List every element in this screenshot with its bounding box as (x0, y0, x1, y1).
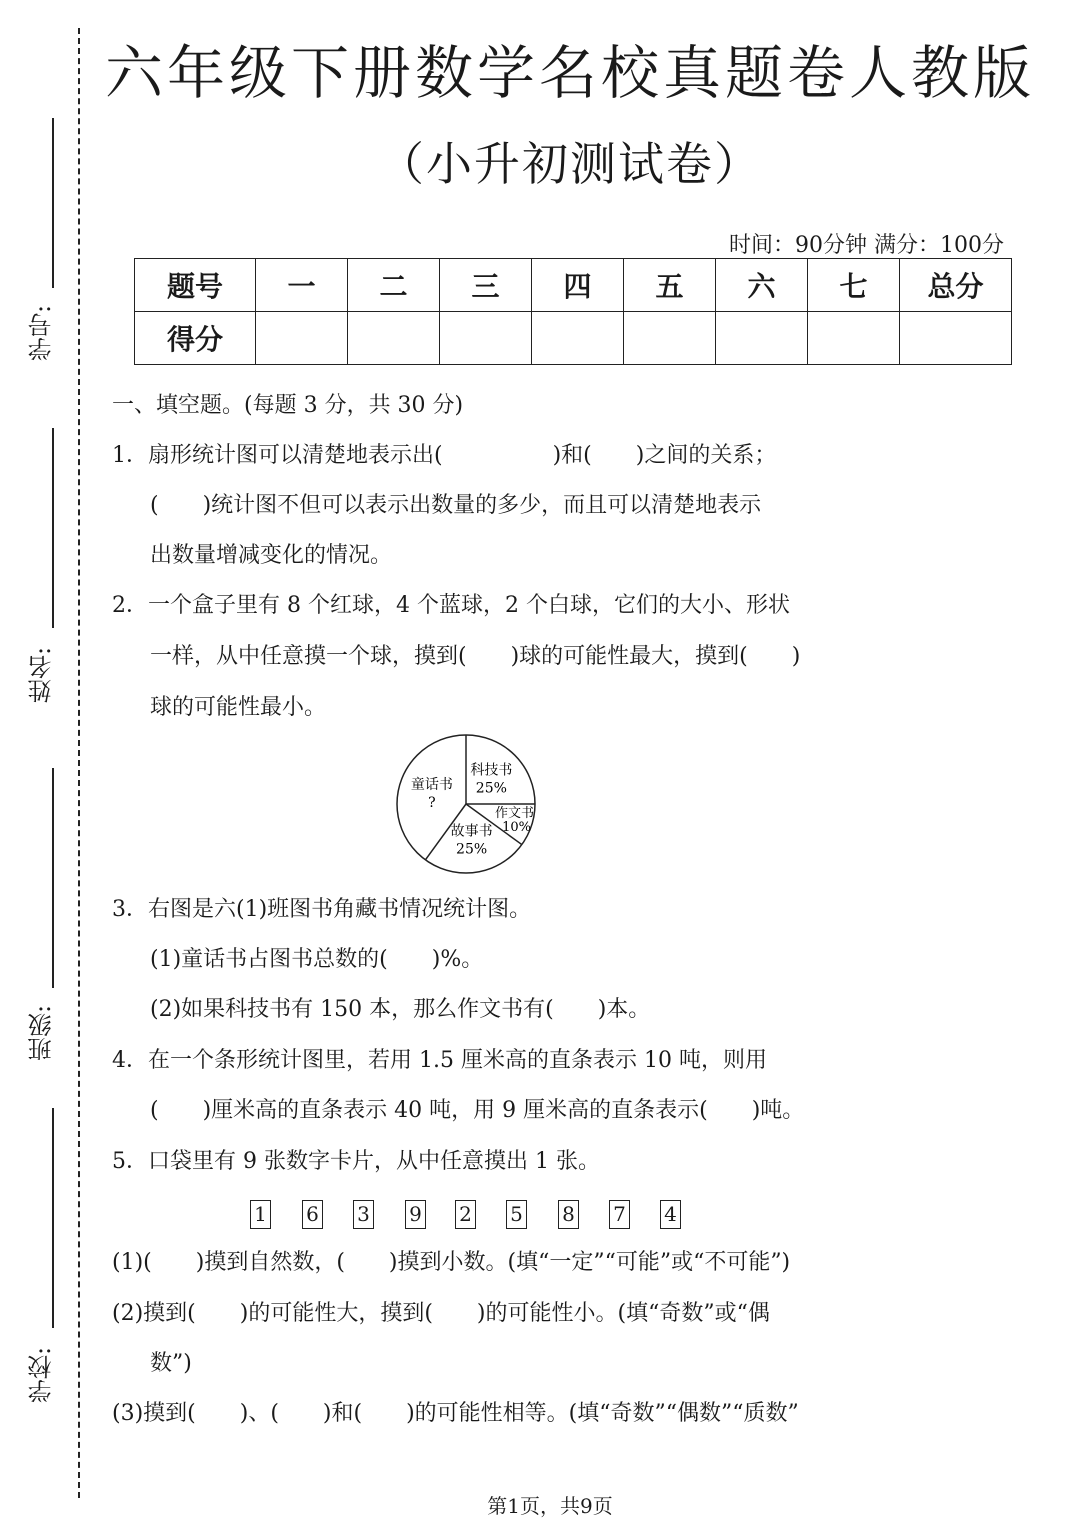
question-4-line-1: 4．在一个条形统计图里，若用 1.5 厘米高的直条表示 10 吨，则用 (112, 1048, 767, 1073)
table-cell: 五 (624, 259, 716, 312)
question-5-part-1: (1)( )摸到自然数，( )摸到小数。(填“一定”“可能”或“不可能”) (112, 1250, 791, 1275)
class-label: 班级: (28, 1004, 56, 1062)
score-table-header-row (135, 259, 1012, 312)
number-card: 9 (405, 1200, 426, 1229)
question-5-line-1: 5．口袋里有 9 张数字卡片，从中任意摸出 1 张。 (112, 1149, 600, 1174)
binding-dashed-line (78, 28, 80, 1498)
question-4-line-2: ( )厘米高的直条表示 40 吨，用 9 厘米高的直条表示( )吨。 (150, 1098, 805, 1123)
score-entry-cell[interactable] (716, 312, 808, 365)
score-entry-cell[interactable] (624, 312, 716, 365)
score-entry-cell[interactable] (440, 312, 532, 365)
pie-chart (384, 732, 548, 880)
page-title: 六年级下册数学名校真题卷人教版 (104, 39, 1035, 107)
table-cell-label: 得分 (135, 312, 256, 365)
question-3-part-1: (1)童话书占图书总数的( )%。 (150, 947, 484, 972)
question-2-line-2: 一样，从中任意摸一个球，摸到( )球的可能性最大，摸到( ) (150, 644, 801, 669)
question-5-part-3: (3)摸到( )、( )和( )的可能性相等。(填“奇数”“偶数”“质数” (112, 1401, 799, 1426)
question-5-part-2: (2)摸到( )的可能性大，摸到( )的可能性小。(填“奇数”或“偶 (112, 1301, 770, 1326)
score-table (134, 258, 1012, 365)
student-id-label: 学号: (28, 304, 56, 362)
number-card: 1 (250, 1200, 271, 1229)
pie-slice-label: 故事书 (450, 823, 493, 840)
pie-slice-value: 25% (456, 841, 488, 858)
question-2-line-3: 球的可能性最小。 (150, 695, 327, 720)
score-entry-cell[interactable] (348, 312, 440, 365)
pie-slice-label: 科技书 (470, 762, 513, 779)
class-rule (52, 768, 54, 988)
table-cell: 七 (808, 259, 900, 312)
question-3-line-1: 3．右图是六(1)班图书角藏书情况统计图。 (112, 897, 532, 922)
section-heading: 一、填空题。(每题 3 分，共 30 分) (112, 393, 464, 418)
table-cell-label: 题号 (135, 259, 256, 312)
page-subtitle: （小升初测试卷） (378, 137, 762, 191)
pie-slice-label: 作文书 (495, 805, 535, 821)
pie-slice-value: 10% (502, 819, 532, 835)
score-entry-cell[interactable] (808, 312, 900, 365)
score-entry-cell[interactable] (900, 312, 1012, 365)
question-2-line-1: 2．一个盒子里有 8 个红球，4 个蓝球，2 个白球，它们的大小、形状 (112, 593, 790, 618)
school-label: 学校: (28, 1346, 56, 1404)
table-cell: 三 (440, 259, 532, 312)
score-entry-cell[interactable] (256, 312, 348, 365)
table-cell: 四 (532, 259, 624, 312)
question-5-part-2-cont: 数”) (150, 1351, 192, 1376)
number-card: 2 (455, 1200, 476, 1229)
name-rule (52, 428, 54, 628)
number-card: 3 (353, 1200, 374, 1229)
number-card: 6 (302, 1200, 323, 1229)
question-3-part-2: (2)如果科技书有 150 本，那么作文书有( )本。 (150, 997, 651, 1022)
score-entry-cell[interactable] (532, 312, 624, 365)
number-card: 5 (506, 1200, 527, 1229)
score-table-score-row (135, 312, 1012, 365)
number-card: 8 (558, 1200, 579, 1229)
table-cell: 一 (256, 259, 348, 312)
question-1-line-3: 出数量增减变化的情况。 (150, 543, 393, 568)
page-number: 第1页，共9页 (487, 1494, 613, 1518)
question-1-line-2: ( )统计图不但可以表示出数量的多少，而且可以清楚地表示 (150, 493, 762, 518)
number-card: 7 (609, 1200, 630, 1229)
time-score-info: 时间：90分钟 满分：100分 (729, 233, 1004, 258)
pie-slice-value: ? (428, 794, 436, 811)
table-cell: 六 (716, 259, 808, 312)
number-card: 4 (660, 1200, 681, 1229)
pie-slice-label: 童话书 (410, 776, 453, 793)
question-1-line-1: 1．扇形统计图可以清楚地表示出( )和( )之间的关系； (112, 443, 777, 468)
pie-slice-value: 25% (475, 780, 507, 797)
name-label: 姓名: (28, 646, 56, 704)
table-cell-total: 总分 (900, 259, 1012, 312)
table-cell: 二 (348, 259, 440, 312)
school-rule (52, 1108, 54, 1328)
